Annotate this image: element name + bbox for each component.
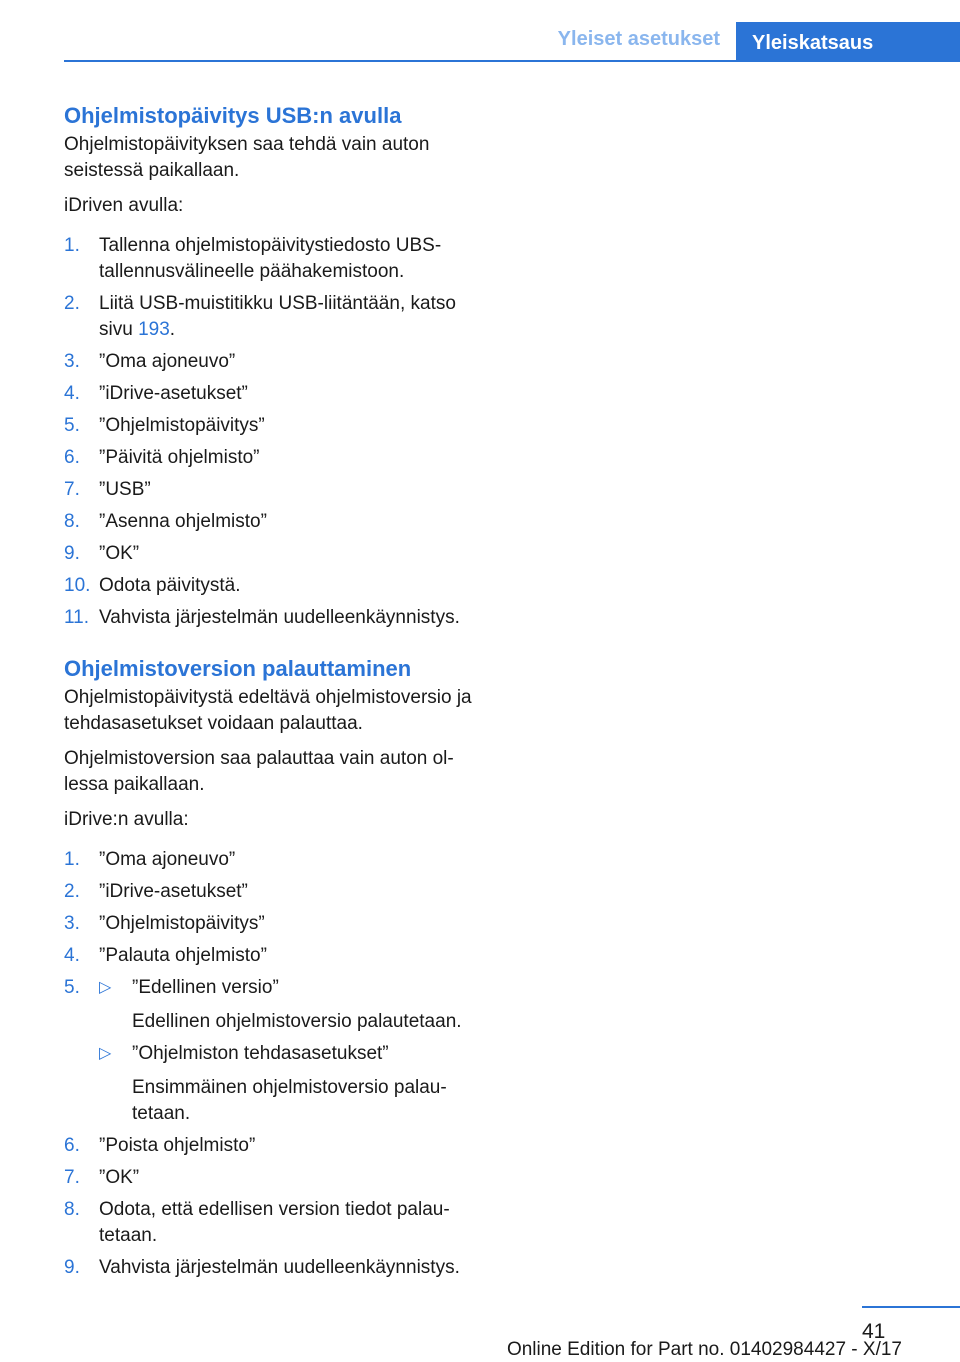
step-number: 9. — [64, 1257, 80, 1278]
step-text: ”OK” — [99, 543, 140, 564]
list-item — [64, 445, 482, 471]
step-number: 7. — [64, 479, 80, 500]
step-number: 4. — [64, 383, 80, 404]
step-number: 8. — [64, 1199, 80, 1220]
step-number: 5. — [64, 977, 80, 998]
section-lead: iDriven avulla: — [64, 195, 184, 216]
step-number: 6. — [64, 447, 80, 468]
option-item — [99, 1041, 482, 1127]
page-header — [0, 0, 960, 62]
step-text: Odota, että edellisen version tiedot palau-tetaan. — [99, 1199, 450, 1246]
list-item — [64, 509, 482, 535]
step-number: 7. — [64, 1167, 80, 1188]
step-text: Odota päivitystä. — [99, 575, 241, 596]
list-item — [64, 943, 482, 969]
option-description: Edellinen ohjelmistoversio palautetaan. — [132, 1011, 462, 1032]
list-item — [64, 1133, 482, 1159]
content-column — [64, 100, 482, 1287]
step-number: 6. — [64, 1135, 80, 1156]
step-text: Liitä USB-muistitikku USB-liitäntään, katso sivu — [99, 293, 456, 340]
step-number: 5. — [64, 415, 80, 436]
step-number: 1. — [64, 235, 80, 256]
list-item — [64, 605, 482, 631]
step-number: 8. — [64, 511, 80, 532]
section-paragraph: Ohjelmistopäivitystä edeltävä ohjelmistoversio ja tehdasasetukset voidaan palauttaa. — [64, 687, 472, 734]
step-text: ”Ohjelmistopäivitys” — [99, 415, 265, 436]
header-section-label: Yleiset asetukset — [557, 28, 720, 50]
triangle-bullet-icon: ▷ — [99, 1045, 112, 1062]
list-item — [64, 1165, 482, 1191]
footer-edition-text: Online Edition for Part no. 01402984427 - X/17 — [506, 1339, 902, 1360]
step-text: ”OK” — [99, 1167, 140, 1188]
list-item — [64, 541, 482, 567]
page-reference-link[interactable]: 193 — [138, 319, 170, 340]
step-number: 4. — [64, 945, 80, 966]
footer-rule — [862, 1306, 960, 1308]
list-item — [64, 477, 482, 503]
section-title-usb-update: Ohjelmistopäivitys USB:n avulla — [64, 103, 402, 128]
page-number: 41 — [862, 1320, 886, 1343]
step-text-suffix: . — [169, 319, 176, 340]
step-number: 10. — [64, 575, 91, 596]
step-text: ”Oma ajoneuvo” — [99, 351, 236, 372]
step-number: 3. — [64, 913, 80, 934]
step-number: 2. — [64, 881, 80, 902]
option-item — [99, 975, 482, 1035]
software-restore-steps — [64, 847, 482, 1281]
section-lead: iDrive:n avulla: — [64, 809, 189, 830]
header-rule — [64, 60, 960, 62]
list-item — [64, 879, 482, 905]
step-text: Tallenna ohjelmistopäivitystiedosto UBS-tallennusvälineelle päähakemistoon. — [99, 235, 442, 282]
step-text: Vahvista järjestelmän uudelleenkäynnistys. — [99, 1257, 460, 1278]
list-item — [64, 381, 482, 407]
list-item — [64, 1255, 482, 1281]
step-number: 9. — [64, 543, 80, 564]
list-item — [64, 413, 482, 439]
step-number: 11. — [64, 607, 90, 628]
step-text: ”iDrive-asetukset” — [99, 881, 248, 902]
step-number: 3. — [64, 351, 80, 372]
triangle-bullet-icon: ▷ — [99, 979, 112, 996]
option-description: Ensimmäinen ohjelmistoversio palau-tetaan. — [132, 1077, 447, 1124]
list-item — [64, 573, 482, 599]
step-text: ”iDrive-asetukset” — [99, 383, 248, 404]
option-label: ”Ohjelmiston tehdasasetukset” — [132, 1043, 389, 1064]
step-text: Vahvista järjestelmän uudelleenkäynnistys. — [99, 607, 460, 628]
step-text: ”Oma ajoneuvo” — [99, 849, 236, 870]
header-tab: Yleiskatsaus — [736, 22, 960, 62]
section-title-software-restore: Ohjelmistoversion palauttaminen — [64, 656, 412, 681]
step-number: 1. — [64, 849, 80, 870]
list-item — [64, 233, 482, 285]
list-item — [64, 291, 482, 343]
list-item — [64, 847, 482, 873]
list-item — [64, 349, 482, 375]
option-label: ”Edellinen versio” — [132, 977, 279, 998]
list-item — [64, 975, 482, 1127]
step-number: 2. — [64, 293, 80, 314]
list-item — [64, 1197, 482, 1249]
step-text: ”Asenna ohjelmisto” — [99, 511, 267, 532]
step-text: ”USB” — [99, 479, 151, 500]
step-text: ”Päivitä ohjelmisto” — [99, 447, 260, 468]
section-intro: Ohjelmistopäivityksen saa tehdä vain auton seistessä paikallaan. — [64, 134, 430, 181]
section-paragraph: Ohjelmistoversion saa palauttaa vain auton ol-lessa paikallaan. — [64, 748, 454, 795]
step-text: ”Ohjelmistopäivitys” — [99, 913, 265, 934]
usb-update-steps — [64, 233, 482, 631]
list-item — [64, 911, 482, 937]
step-text: ”Poista ohjelmisto” — [99, 1135, 256, 1156]
step-text: ”Palauta ohjelmisto” — [99, 945, 267, 966]
